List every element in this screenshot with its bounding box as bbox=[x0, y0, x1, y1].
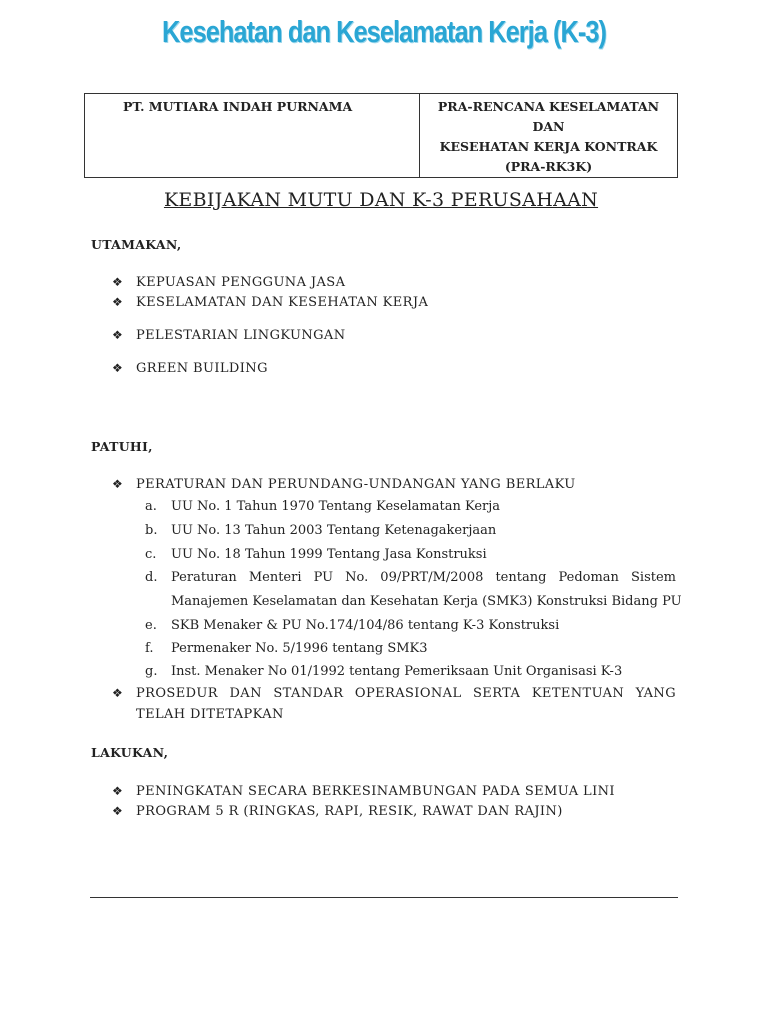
sub-list-text: UU No. 1 Tahun 1970 Tentang Keselamatan Kerja bbox=[171, 499, 501, 514]
policy-title-text: KEBIJAKAN MUTU DAN K-3 PERUSAHAAN bbox=[163, 189, 599, 211]
policy-title bbox=[0, 189, 768, 211]
section-heading-utamakan: UTAMAKAN, bbox=[91, 237, 182, 252]
diamond-bullet-icon: ❖ bbox=[112, 686, 124, 700]
list-item-text: PERATURAN DAN PERUNDANG-UNDANGAN YANG BERLAKU bbox=[136, 477, 576, 492]
diamond-bullet-icon: ❖ bbox=[112, 477, 124, 491]
sub-list-marker: b. bbox=[145, 523, 158, 538]
company-name: PT. MUTIARA INDAH PURNAMA bbox=[123, 99, 353, 114]
header-table bbox=[84, 93, 678, 178]
sub-list-text-justified: Peraturan Menteri PU No. 09/PRT/M/2008 tentang Pedoman Sistem bbox=[171, 570, 676, 585]
sub-list-text: Inst. Menaker No 01/1992 tentang Pemeriksaan Unit Organisasi K-3 bbox=[171, 664, 623, 679]
list-item-text: GREEN BUILDING bbox=[136, 361, 268, 376]
document-title-line-2: KESEHATAN KERJA KONTRAK (PRA-RK3K) bbox=[439, 139, 658, 174]
footer-divider bbox=[90, 897, 678, 898]
company-name-cell bbox=[85, 94, 420, 178]
document-title-line-1: PRA-RENCANA KESELAMATAN DAN bbox=[437, 99, 660, 134]
sub-list-text: Manajemen Keselamatan dan Kesehatan Kerja (SMK3) Konstruksi Bidang PU bbox=[171, 594, 682, 609]
list-item-text: PENINGKATAN SECARA BERKESINAMBUNGAN PADA SEMUA LINI bbox=[136, 784, 615, 799]
section-heading-patuhi: PATUHI, bbox=[91, 439, 153, 454]
sub-list-marker: a. bbox=[145, 499, 157, 514]
list-item-text: PROGRAM 5 R (RINGKAS, RAPI, RESIK, RAWAT DAN RAJIN) bbox=[136, 804, 563, 819]
diamond-bullet-icon: ❖ bbox=[112, 361, 124, 375]
document-title-cell bbox=[420, 94, 678, 178]
sub-list-marker: d. bbox=[145, 570, 158, 585]
sub-list-marker: c. bbox=[145, 547, 157, 562]
section-heading-lakukan: LAKUKAN, bbox=[91, 745, 169, 760]
sub-list-marker: e. bbox=[145, 618, 157, 633]
list-item-text: KESELAMATAN DAN KESEHATAN KERJA bbox=[136, 295, 429, 310]
diamond-bullet-icon: ❖ bbox=[112, 784, 124, 798]
diamond-bullet-icon: ❖ bbox=[112, 804, 124, 818]
sub-list-text: Permenaker No. 5/1996 tentang SMK3 bbox=[171, 641, 428, 656]
list-item-text-wrapped: PROSEDUR DAN STANDAR OPERASIONAL SERTA KETENTUAN YANG TELAH DITETAPKAN bbox=[136, 686, 676, 722]
diamond-bullet-icon: ❖ bbox=[112, 295, 124, 309]
sub-list-text: SKB Menaker & PU No.174/104/86 tentang K-3 Konstruksi bbox=[171, 618, 560, 633]
sub-list-marker: f. bbox=[145, 641, 154, 656]
list-item-text: KEPUASAN PENGGUNA JASA bbox=[136, 275, 346, 290]
list-item-text: PELESTARIAN LINGKUNGAN bbox=[136, 328, 346, 343]
sub-list-text: UU No. 18 Tahun 1999 Tentang Jasa Konstruksi bbox=[171, 547, 487, 562]
sub-list-text: UU No. 13 Tahun 2003 Tentang Ketenagakerjaan bbox=[171, 523, 497, 538]
sub-list-marker: g. bbox=[145, 664, 158, 679]
document-banner-title: Kesehatan dan Keselamatan Kerja (K-3) bbox=[162, 14, 606, 49]
diamond-bullet-icon: ❖ bbox=[112, 275, 124, 289]
diamond-bullet-icon: ❖ bbox=[112, 328, 124, 342]
